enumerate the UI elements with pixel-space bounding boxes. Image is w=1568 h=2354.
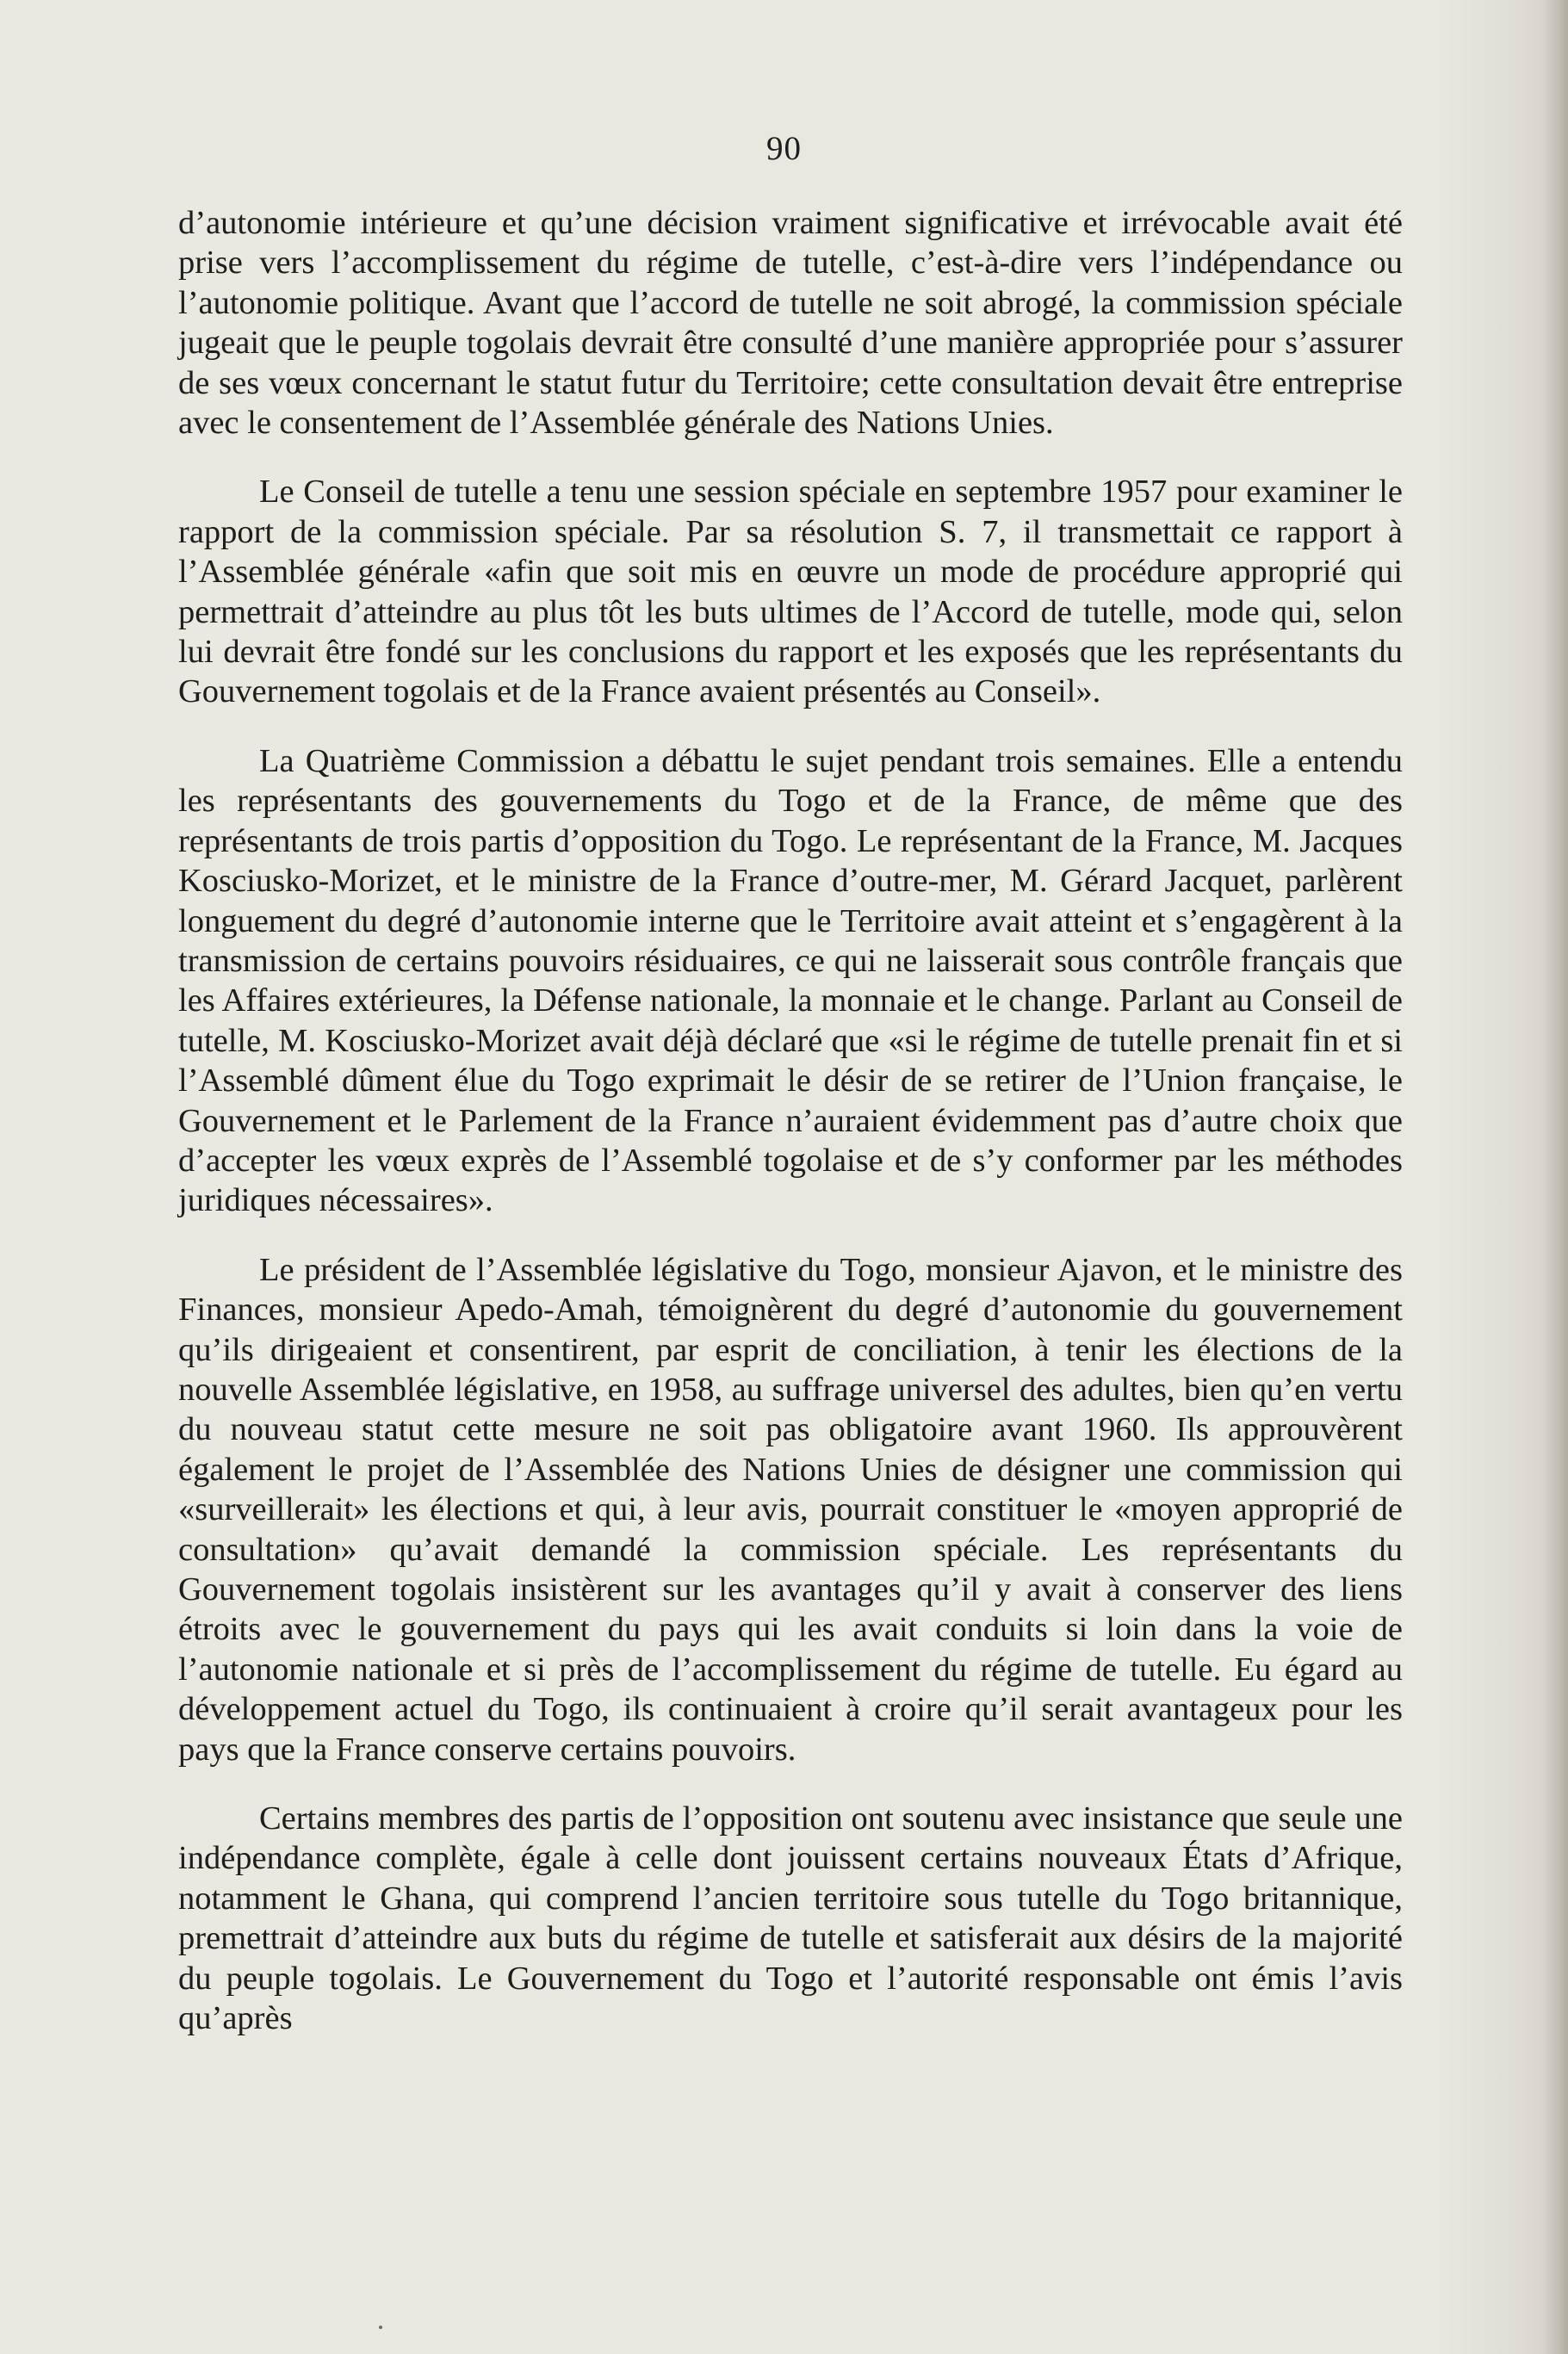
- paper-speck: [379, 2326, 382, 2329]
- paragraph-1: d’autonomie intérieure et qu’une décision vraiment significative et irrévocable avait été prise vers l’accomplissement du régime de tutelle, c’est-à-dire vers l’indépendance ou l’autonomie politique. Avant que l’accord de tutelle ne soit abrogé, la commission spéciale jugeait que le peuple togolais devrait être consulté d’une manière appropriée pour s’assurer de ses vœux concernant le statut futur du Territoire; cette consultation devait être entreprise avec le consentement de l’Assemblée générale des Nations Unies.: [178, 205, 1403, 442]
- page-edge-shadow: [1542, 0, 1568, 2354]
- paragraph-4: Le président de l’Assemblée législative du Togo, monsieur Ajavon, et le ministre des Finances, monsieur Apedo-Amah, témoignèrent du degré d’autonomie du gouvernement qu’ils dirigeaient et consentirent, par esprit de conciliation, à tenir les élections de la nouvelle Assemblée législative, en 1958, au suffrage universel des adultes, bien qu’en vertu du nouveau statut cette mesure ne soit pas obligatoire avant 1960. Ils approuvèrent également le projet de l’Assemblée des Nations Unies de désigner une commission qui «surveillerait» les élections et qui, à leur avis, pourrait constituer le «moyen approprié de consultation» qu’avait demandé la commission spéciale. Les représentants du Gouvernement togolais insistèrent sur les avantages qu’il y avait à conserver des liens étroits avec le gouvernement du pays qui les avait conduits si loin dans la voie de l’autonomie nationale et si près de l’accomplissement du régime de tutelle. Eu égard au développement actuel du Togo, ils continuaient à croire qu’il serait avantageux pour les pays que la France conserve certains pouvoirs.: [178, 1251, 1403, 1768]
- paragraph-5: Certains membres des partis de l’opposition ont soutenu avec insistance que seule une indépendance complète, égale à celle dont jouissent certains nouveaux États d’Afrique, notamment le Ghana, qui comprend l’ancien territoire sous tutelle du Togo britannique, premettrait d’atteindre aux buts du régime de tutelle et satisferait aux désirs de la majorité du peuple togolais. Le Gouvernement du Togo et l’autorité responsable ont émis l’avis qu’après: [178, 1800, 1403, 2037]
- body-text: [178, 203, 1403, 2038]
- paragraph-2: Le Conseil de tutelle a tenu une session spéciale en septembre 1957 pour examiner le rapport de la commission spéciale. Par sa résolution S. 7, il transmettait ce rapport à l’Assemblée générale «afin que soit mis en œuvre un mode de procédure approprié qui permettrait d’atteindre au plus tôt les buts ultimes de l’Accord de tutelle, mode qui, selon lui devrait être fondé sur les conclusions du rapport et les exposés que les représentants du Gouvernement togolais et de la France avaient présentés au Conseil».: [178, 474, 1403, 710]
- paragraph-3: La Quatrième Commission a débattu le sujet pendant trois semaines. Elle a entendu les représentants des gouvernements du Togo et de la France, de même que des représentants de trois partis d’opposition du Togo. Le représentant de la France, M. Jacques Kosciusko-Morizet, et le ministre de la France d’outre-mer, M. Gérard Jacquet, parlèrent longuement du degré d’autonomie interne que le Territoire avait atteint et s’engagèrent à la transmission de certains pouvoirs résiduaires, ce qui ne laisserait sous contrôle français que les Affaires extérieures, la Défense nationale, la monnaie et le change. Parlant au Conseil de tutelle, M. Kosciusko-Morizet avait déjà déclaré que «si le régime de tutelle prenait fin et si l’Assemblé dûment élue du Togo exprimait le désir de se retirer de l’Union française, le Gouvernement et le Parlement de la France n’auraient évidemment pas d’autre choix que d’accepter les vœux exprès de l’Assemblé togolaise et de s’y conformer par les méthodes juridiques nécessaires».: [178, 742, 1403, 1219]
- page-number: 90: [766, 130, 802, 167]
